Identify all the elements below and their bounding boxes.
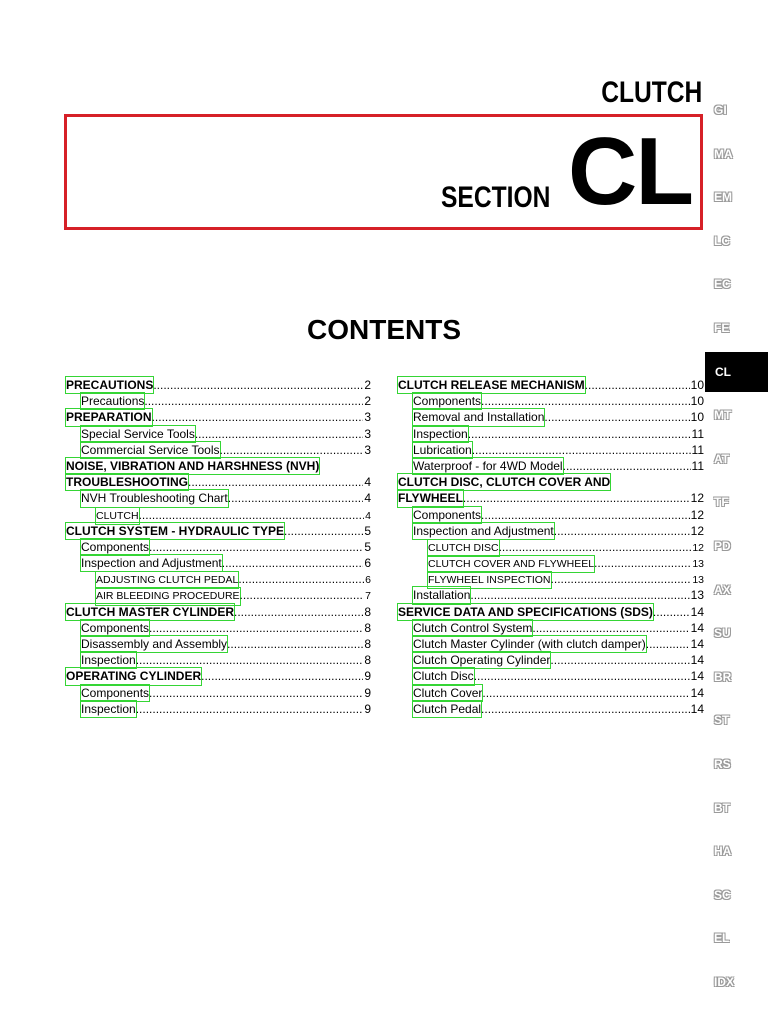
- toc-entry-label[interactable]: Special Service Tools: [81, 426, 195, 441]
- toc-leader-dots: [227, 636, 363, 652]
- toc-leader-dots: [594, 555, 691, 571]
- toc-entry[interactable]: [398, 636, 704, 652]
- toc-page-number: 14: [690, 637, 704, 651]
- toc-entry[interactable]: [66, 652, 371, 668]
- toc-leader-dots: [481, 507, 690, 523]
- toc-page-number: 2: [364, 378, 371, 392]
- toc-page-number: 14: [690, 701, 704, 716]
- section-tab-cl[interactable]: CL: [705, 352, 768, 392]
- toc-entry-label[interactable]: Components: [413, 507, 482, 522]
- toc-entry[interactable]: [66, 490, 371, 506]
- toc-entry-label[interactable]: Waterproof - for 4WD Model: [413, 458, 563, 473]
- toc-left-column: [66, 377, 371, 717]
- toc-entry[interactable]: [66, 636, 371, 652]
- toc-entry-label[interactable]: Clutch Master Cylinder (with clutch damper): [413, 637, 646, 651]
- toc-entry-label[interactable]: Inspection: [81, 653, 136, 668]
- toc-entry[interactable]: [66, 377, 371, 393]
- toc-entry-label[interactable]: OPERATING CYLINDER: [66, 669, 202, 684]
- toc-entry[interactable]: [398, 409, 704, 425]
- toc-entry[interactable]: [66, 474, 371, 490]
- toc-page-number: 11: [691, 442, 704, 457]
- contents-heading: CONTENTS: [307, 314, 461, 345]
- toc-leader-dots: [222, 555, 364, 571]
- toc-entry-label[interactable]: Clutch Operating Cylinder: [413, 653, 551, 668]
- toc-page-number: 14: [690, 669, 704, 684]
- toc-entry-label[interactable]: Inspection and Adjustment: [413, 523, 554, 538]
- toc-leader-dots: [149, 539, 363, 555]
- section-tab-ha[interactable]: HA: [714, 844, 732, 859]
- toc-entry-label[interactable]: AIR BLEEDING PROCEDURE: [96, 588, 240, 604]
- section-tab-gi[interactable]: GI: [714, 103, 727, 117]
- toc-page-number: 14: [690, 620, 704, 635]
- toc-entry-label[interactable]: Inspection: [81, 701, 136, 716]
- toc-leader-dots: [153, 377, 363, 393]
- section-tab-sc[interactable]: SC: [714, 887, 731, 902]
- toc-page-number: 3: [364, 442, 371, 457]
- toc-entry-label[interactable]: CLUTCH DISC, CLUTCH COVER AND: [398, 475, 611, 490]
- toc-entry[interactable]: [398, 668, 704, 684]
- section-code: CL: [568, 118, 692, 225]
- toc-page-number: 8: [364, 653, 371, 668]
- toc-entry[interactable]: [66, 685, 371, 701]
- toc-page-number: 8: [364, 604, 371, 619]
- section-tab-at[interactable]: AT: [714, 451, 730, 466]
- toc-entry-label[interactable]: PRECAUTIONS: [66, 378, 154, 392]
- toc-entry[interactable]: [66, 523, 371, 539]
- section-tab-fe[interactable]: FE: [714, 321, 730, 335]
- toc-entry[interactable]: [398, 442, 704, 458]
- toc-right-column: [398, 377, 704, 717]
- section-tab-rs[interactable]: RS: [714, 757, 731, 771]
- section-tab-ma[interactable]: MA: [714, 146, 733, 161]
- toc-page-number: 4: [365, 509, 371, 522]
- toc-entry-label[interactable]: Clutch Disc: [413, 669, 474, 684]
- toc-page-number: 13: [690, 588, 704, 603]
- toc-entry[interactable]: [398, 604, 704, 620]
- chapter-title: CLUTCH: [600, 76, 702, 109]
- toc-entry-label[interactable]: Inspection: [413, 426, 468, 441]
- toc-leader-dots: [468, 426, 691, 442]
- toc-leader-dots: [139, 507, 365, 523]
- section-tab-ax[interactable]: AX: [714, 582, 731, 597]
- toc-entry-label[interactable]: SERVICE DATA AND SPECIFICATIONS (SDS): [398, 604, 653, 619]
- toc-page-number: 11: [691, 458, 704, 473]
- toc-entry-label[interactable]: Disassembly and Assembly: [81, 637, 228, 651]
- toc-entry[interactable]: [66, 393, 371, 409]
- toc-leader-dots: [149, 620, 363, 636]
- toc-entry-label[interactable]: Clutch Control System: [413, 620, 533, 635]
- toc-entry[interactable]: [398, 490, 704, 506]
- toc-entry-label[interactable]: Clutch Pedal: [413, 701, 482, 716]
- section-tab-su[interactable]: SU: [714, 626, 731, 641]
- toc-page-number: 12: [692, 541, 704, 554]
- toc-page-number: 5: [364, 539, 371, 554]
- toc-entry[interactable]: [66, 539, 371, 555]
- section-tab-bt[interactable]: BT: [714, 800, 730, 815]
- toc-page-number: 8: [364, 637, 371, 651]
- section-tab-tf[interactable]: TF: [714, 495, 729, 510]
- section-tab-ec[interactable]: EC: [714, 277, 731, 292]
- toc-leader-dots: [551, 571, 692, 587]
- toc-leader-dots: [136, 701, 364, 717]
- toc-entry-label[interactable]: NOISE, VIBRATION AND HARSHNESS (NVH): [66, 458, 320, 473]
- toc-leader-dots: [550, 652, 689, 668]
- section-tab-pd[interactable]: PD: [714, 539, 731, 553]
- toc-entry[interactable]: [398, 377, 704, 393]
- toc-leader-dots: [482, 685, 689, 701]
- toc-leader-dots: [463, 490, 690, 506]
- toc-entry-label[interactable]: NVH Troubleshooting Chart: [81, 491, 228, 506]
- toc-page-number: 12: [690, 507, 704, 522]
- toc-entry-label[interactable]: Removal and Installation: [413, 410, 545, 425]
- toc-leader-dots: [149, 685, 363, 701]
- toc-entry-label[interactable]: Inspection and Adjustment: [81, 556, 222, 571]
- toc-entry[interactable]: [66, 555, 371, 571]
- toc-page-number: 4: [364, 491, 371, 506]
- toc-entry-label[interactable]: Components: [81, 620, 150, 635]
- toc-page-number: 10: [690, 410, 704, 425]
- toc-leader-dots: [136, 652, 364, 668]
- toc-entry-label[interactable]: CLUTCH COVER AND FLYWHEEL: [428, 556, 594, 572]
- section-tab-st[interactable]: ST: [714, 713, 730, 728]
- toc-leader-dots: [234, 604, 363, 620]
- toc-page-number: 10: [690, 378, 704, 392]
- toc-leader-dots: [152, 409, 364, 425]
- toc-entry-label[interactable]: Installation: [413, 588, 471, 603]
- toc-entry[interactable]: [66, 458, 371, 474]
- toc-entry-label[interactable]: FLYWHEEL: [398, 491, 463, 506]
- toc-entry-label[interactable]: CLUTCH: [96, 508, 139, 524]
- toc-page-number: 7: [365, 590, 371, 603]
- toc-entry[interactable]: [66, 587, 371, 603]
- toc-entry[interactable]: [66, 442, 371, 458]
- toc-entry[interactable]: [398, 458, 704, 474]
- toc-leader-dots: [238, 571, 364, 587]
- toc-entry[interactable]: [398, 685, 704, 701]
- toc-entry[interactable]: [398, 393, 704, 409]
- toc-leader-dots: [653, 604, 690, 620]
- section-tab-mt[interactable]: MT: [714, 408, 732, 423]
- toc-entry[interactable]: [398, 701, 704, 717]
- toc-page-number: 12: [690, 523, 704, 538]
- toc-leader-dots: [284, 523, 363, 539]
- toc-page-number: 6: [365, 574, 371, 587]
- toc-page-number: 14: [690, 604, 704, 619]
- section-tab-lc[interactable]: LC: [714, 233, 730, 248]
- toc-entry[interactable]: [66, 507, 371, 523]
- toc-entry-label[interactable]: CLUTCH MASTER CYLINDER: [66, 604, 234, 619]
- toc-entry-label[interactable]: CLUTCH RELEASE MECHANISM: [398, 378, 585, 392]
- toc-page-number: 11: [691, 426, 704, 441]
- toc-entry[interactable]: [66, 604, 371, 620]
- toc-entry-label[interactable]: PREPARATION: [66, 410, 152, 425]
- section-tab-idx[interactable]: IDX: [714, 975, 735, 989]
- toc-page-number: 4: [364, 475, 371, 490]
- toc-entry[interactable]: [398, 620, 704, 636]
- toc-page-number: 9: [364, 685, 371, 700]
- toc-leader-dots: [240, 587, 365, 603]
- toc-leader-dots: [470, 587, 689, 603]
- toc-entry[interactable]: [398, 523, 704, 539]
- toc-leader-dots: [474, 668, 690, 684]
- toc-leader-dots: [532, 620, 689, 636]
- toc-entry-label[interactable]: FLYWHEEL INSPECTION: [428, 572, 551, 588]
- toc-entry[interactable]: [66, 701, 371, 717]
- toc-leader-dots: [188, 474, 363, 490]
- toc-leader-dots: [201, 668, 363, 684]
- toc-entry[interactable]: [66, 620, 371, 636]
- toc-page-number: 9: [364, 669, 371, 684]
- section-tab-el[interactable]: EL: [714, 931, 730, 946]
- toc-entry[interactable]: [398, 474, 704, 490]
- toc-entry[interactable]: [66, 426, 371, 442]
- toc-entry-label[interactable]: Components: [413, 394, 482, 409]
- toc-leader-dots: [481, 393, 690, 409]
- toc-leader-dots: [144, 393, 363, 409]
- section-box: [64, 114, 703, 230]
- toc-page-number: 13: [692, 558, 704, 571]
- toc-entry-label[interactable]: Clutch Cover: [413, 685, 483, 700]
- toc-leader-dots: [220, 442, 364, 458]
- toc-page-number: 14: [690, 685, 704, 700]
- toc-entry-label[interactable]: Commercial Service Tools: [81, 442, 220, 457]
- toc-entry[interactable]: [398, 555, 704, 571]
- toc-entry[interactable]: [398, 507, 704, 523]
- toc-leader-dots: [544, 409, 689, 425]
- toc-page-number: 10: [690, 394, 704, 409]
- toc-page-number: 2: [364, 394, 371, 409]
- toc-page-number: 8: [364, 620, 371, 635]
- toc-entry[interactable]: [398, 539, 704, 555]
- toc-leader-dots: [499, 539, 692, 555]
- toc-entry-label[interactable]: Lubrication: [413, 442, 472, 457]
- toc-entry[interactable]: [398, 587, 704, 603]
- toc-entry[interactable]: [398, 426, 704, 442]
- toc-page-number: 14: [690, 653, 704, 668]
- toc-leader-dots: [481, 701, 690, 717]
- section-tab-em[interactable]: EM: [714, 190, 732, 205]
- toc-entry-label[interactable]: CLUTCH SYSTEM - HYDRAULIC TYPE: [66, 523, 285, 538]
- toc-page-number: 5: [364, 523, 371, 538]
- toc-page-number: 9: [364, 701, 371, 716]
- toc-page-number: 12: [690, 491, 704, 506]
- toc-leader-dots: [195, 426, 363, 442]
- toc-leader-dots: [554, 523, 690, 539]
- section-word: SECTION: [440, 181, 550, 214]
- toc-leader-dots: [472, 442, 691, 458]
- toc-entry[interactable]: [66, 409, 371, 425]
- toc-entry[interactable]: [398, 652, 704, 668]
- toc-page-number: 3: [364, 426, 371, 441]
- toc-leader-dots: [646, 636, 690, 652]
- toc-page-number: 3: [364, 410, 371, 425]
- toc-entry[interactable]: [66, 571, 371, 587]
- section-tab-br[interactable]: BR: [714, 669, 732, 684]
- toc-entry-label[interactable]: CLUTCH DISC: [428, 540, 499, 556]
- toc-page-number: 13: [692, 574, 704, 587]
- toc-leader-dots: [585, 377, 690, 393]
- toc-entry-label[interactable]: Precautions: [81, 394, 145, 409]
- toc-page-number: 6: [364, 556, 371, 571]
- toc-entry-label[interactable]: ADJUSTING CLUTCH PEDAL: [96, 572, 238, 588]
- toc-leader-dots: [228, 490, 364, 506]
- toc-leader-dots: [563, 458, 691, 474]
- toc-entry-label[interactable]: Components: [81, 685, 150, 700]
- toc-entry-label[interactable]: TROUBLESHOOTING: [66, 475, 188, 490]
- toc-entry[interactable]: [398, 571, 704, 587]
- toc-entry[interactable]: [66, 668, 371, 684]
- toc-entry-label[interactable]: Components: [81, 539, 150, 554]
